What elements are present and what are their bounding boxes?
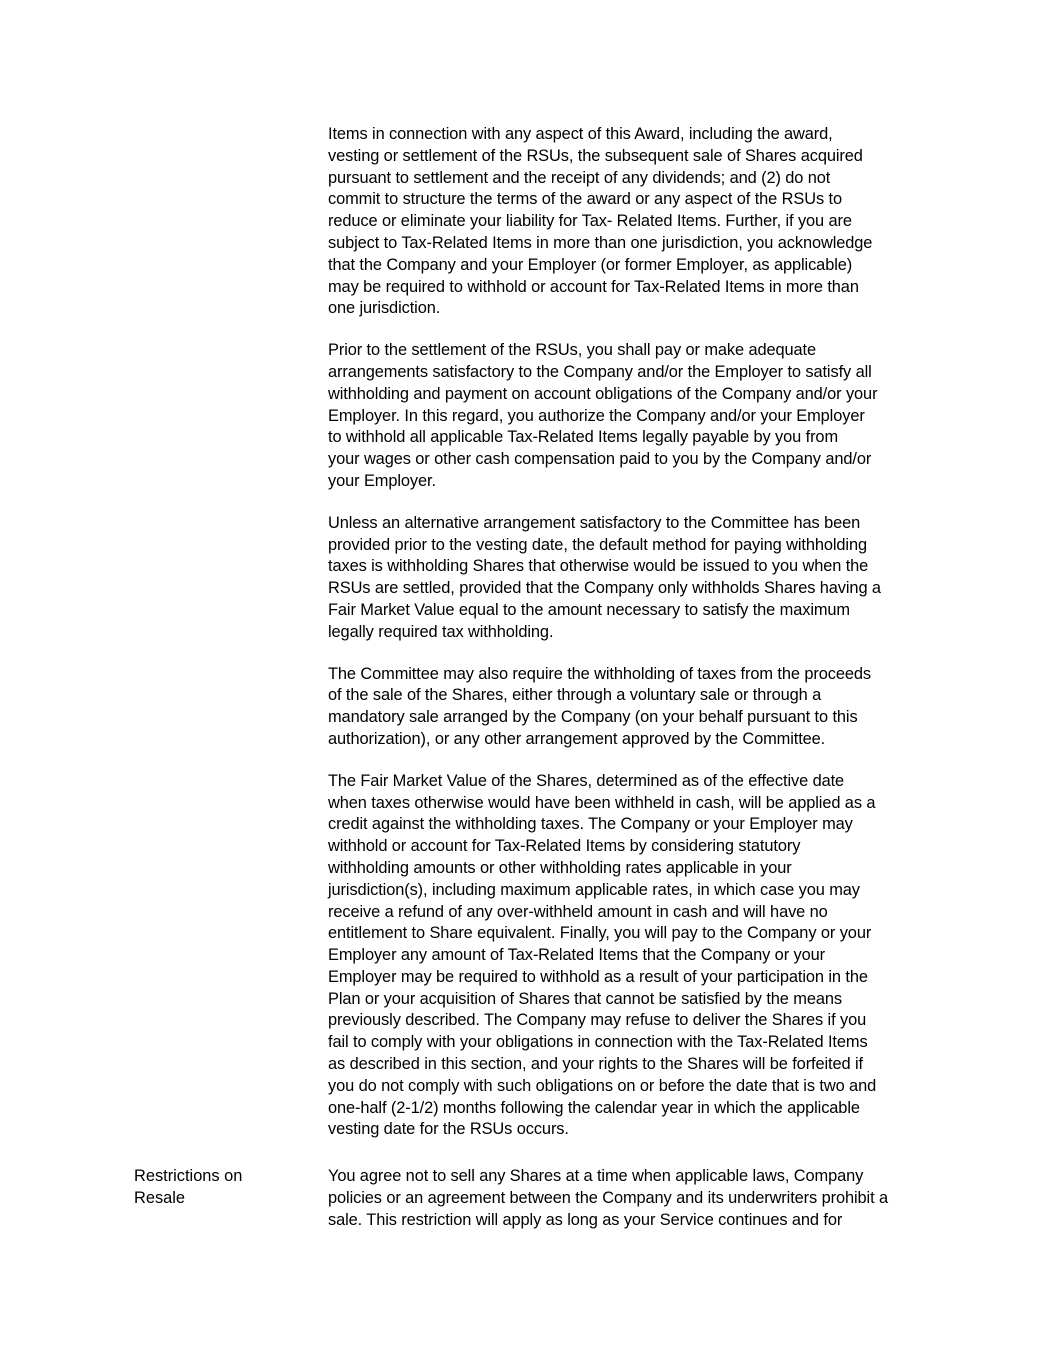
paragraph-tax-items-continuation: Items in connection with any aspect of this Award, including the award, vesting or settlement of the RSUs, the subsequent sale of Shares acquired pursuant to settlement and the receipt of any dividends; and (2) do not commit to structure the terms of the award or any aspect of the RSUs to reduce or eliminate your liability for Tax- Related Items. Further, if you are subject to Tax-Related Items in more than one jurisdiction, you acknowledge that the Company and your Employer (or former Employer, as applicable) may be required to withhold or account for Tax-Related Items in more than one jurisdiction. — [328, 125, 873, 318]
paragraph-restrictions-on-resale: You agree not to sell any Shares at a time when applicable laws, Company policies or an agreement between the Company and its underwriters prohibit a sale. This restriction will apply as long as your Service continues and for — [328, 1167, 889, 1229]
paragraph-settlement-arrangements: Prior to the settlement of the RSUs, you shall pay or make adequate arrangements satisfactory to the Company and/or the Employer to satisfy all withholding and payment on account obligations of the Company and/or your Employer. In this regard, you authorize the Company and/or your Employer to withhold all applicable Tax-Related Items legally payable by you from your wages or other cash compensation paid to you by the Company and/or your Employer. — [328, 341, 878, 490]
tax-withholding-section-body — [328, 124, 928, 1161]
paragraph-default-withholding-method: Unless an alternative arrangement satisfactory to the Committee has been provided prior to the vesting date, the default method for paying withholding taxes is withholding Shares that otherwise would be issued to you when the RSUs are settled, provided that the Company only withholds Shares having a Fair Market Value equal to the amount necessary to satisfy the maximum legally required tax withholding. — [328, 513, 881, 641]
section-heading-restrictions-on-resale: Restrictions on Resale — [134, 1167, 243, 1207]
paragraph-fair-market-value-credit: The Fair Market Value of the Shares, determined as of the effective date when taxes otherwise would have been withheld in cash, will be applied as a credit against the withholding taxes. The Company or your Employer may withhold or account for Tax-Related Items by considering statutory withholding amounts or other withholding rates applicable in your jurisdiction(s), including maximum applicable rates, in which case you may receive a refund of any over-withheld amount in cash and will have no entitlement to Share equivalent. Finally, you will pay to the Company or your Employer any amount of Tax-Related Items that the Company or your Employer may be required to withhold as a result of your participation in the Plan or your acquisition of Shares that cannot be satisfied by the means previously described. The Company may refuse to deliver the Shares if you fail to comply with your obligations in connection with the Tax-Related Items as described in this section, and your rights to the Shares will be forfeited if you do not comply with such obligations on or before the date that is two and one-half (2-1/2) months following the calendar year in which the applicable vesting date for the RSUs occurs. — [328, 771, 877, 1139]
paragraph-sale-proceeds-withholding: The Committee may also require the withholding of taxes from the proceeds of the sale of the Shares, either through a voluntary sale or through a mandatory sale arranged by the Company (on your behalf pursuant to this authorization), or any other arrangement approved by the Committee. — [328, 664, 871, 748]
